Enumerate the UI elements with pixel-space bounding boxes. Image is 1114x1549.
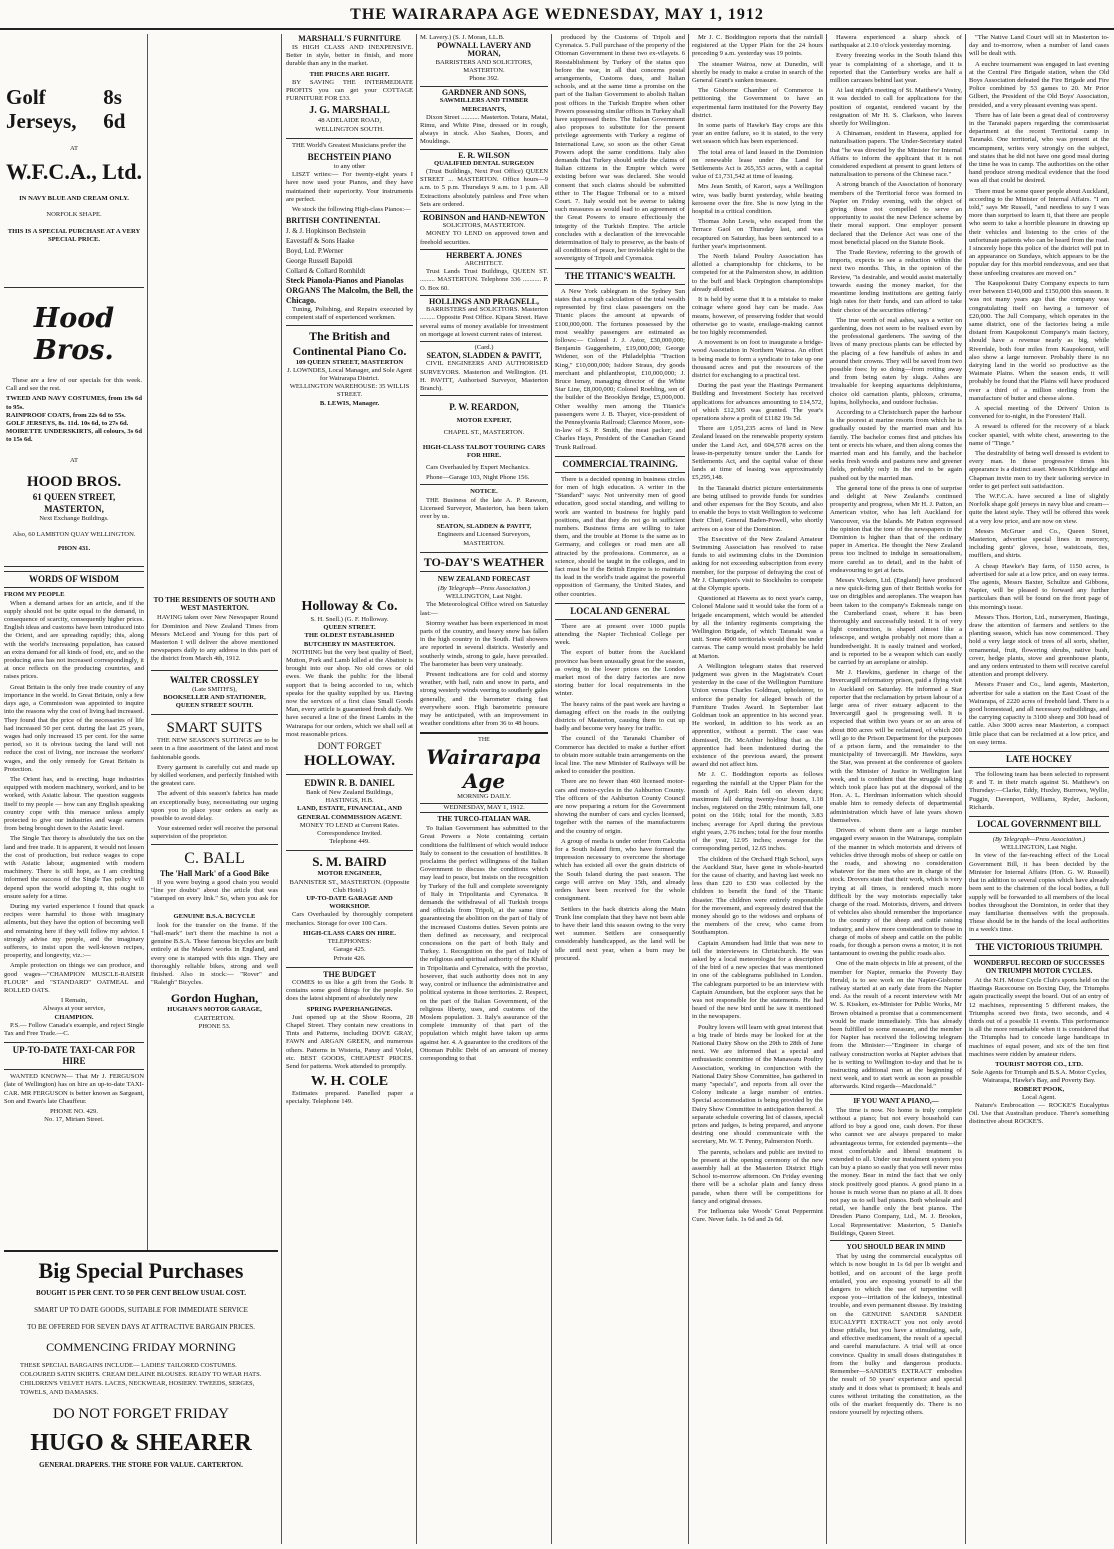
local-paragraph: The Kaupokonui Dairy Company expects to turn over between £140,000 and £150,000 this season. It was not many years ago that the company was congratulating itself on having a turnover of £20,000. The Jull Company, which operates in the same district, one of the factories being a mile distant from Kaupokonui Company's main factory, should have a revenue nearly as big, while Riverdale, both four miles from Kaupokonui, will also show a large turnover. Probably there is no dairying land in the world so productive as the Waimate Plains. When the season ends, it will probably be found that the Plains will have produced over a third of a million sterling from the manufacture of butter and cheese alone. <box>969 279 1109 402</box>
big-store: HUGO & SHEARER <box>30 1430 252 1456</box>
daniel-trade: LAND, ESTATE, FINANCIAL, AND GENERAL COMMISSION AGENT. <box>297 805 402 821</box>
moran-lead: M. Lavery.) (S. J. Moran, LL.B. <box>420 34 505 41</box>
local-paragraph: A strong branch of the Association of honorary members of the Territorial force was formed in Napier on Friday evening, with the object of giving those not compelled to serve an opportunity to assist the new Defence scheme by their moral support. One employer present declared that the Defence Act was one of the most beneficial placed on the Statute Book. <box>830 181 962 246</box>
jones-trade: ARCHITECT. <box>464 260 504 268</box>
local-paragraph: Settlers in the back districts along the Main Trunk line complain that they have not been able to have their land this season owing to the very wet summer. Settlers are consequently considerably handicapped, as the land will be idle until next year, when a burn may be procured. <box>555 905 685 962</box>
bear-body: That by using the commercial eucalyptus oil which is now bought in 1s 6d per lb weight and bottled, and on account of the large profit entailed, you are exposing yourself to all the dangers to which the use of turpentine will expose you—irritation of the kidneys, intestinal trouble, and even permanent disease. By insisting on the GENUINE SANDER SANDER EUCALYPTI EXTRACT you not only avoid those pitfalls, but you have a stimulating, safe, and effective medicament, the result of a special and careful manufacture. A trial will at once convince. Quality in small doses distinguishes it from the bulky and dangerous products. Remember—SANDER'S EXTRACT embodies the result of 50 years' experience and special study and it does what is promised; it heals and cures without irritating the constitution, as the oils of the market frequently do. There is no restore yourself by rejecting others. <box>830 1253 962 1417</box>
local-paragraph: The parents, scholars and public are invited to be present at the opening ceremony of the new assembly hall at the Masterton District High School to-morrow afternoon. On Friday evening there will be a scholar plain and fancy dress parade, when there will be competitions for fancy and original dresses. <box>692 1148 823 1205</box>
weather-paragraph: The Meteorological Office wired on Saturday last:— <box>420 601 548 617</box>
local-paragraph: The steamer Wairoa, now at Dunedin, will shortly be ready to make a cruise in search of the General Grant's sunken treasure. <box>692 60 823 85</box>
hood-intro: These are a few of our specials for this week. Call and see the rest. <box>6 377 142 393</box>
weather-byline: (By Telegraph—Press Association.) <box>437 584 531 592</box>
robinson-trade: SOLICITORS, MASTERTON. <box>442 222 526 230</box>
bcp-title: The British and Continental Piano Co. <box>286 325 413 359</box>
local-paragraph: There must be some queer people about Auckland, according to the Minister of Internal Affairs. "I am told," says Mr Russell, "and needless to say I was more than surprised to learn it, that there are people who seem to take a horrible pleasure in drawing up their vehicles and listening to the cries of the unfortunate patients who can be heard from the road. I sincerely hope this police of the district will put in an appearance on Sundays, which appears to be the popular day for this morbid rendezvous, and see that these unfeeling creatures are moved on." <box>969 187 1109 277</box>
budget-body: Just opened up at the Show Rooms, 28 Chapel Street. They contain new creations in Tints and Patterns, including DOVE GRAY, FAWN and ARGAN GREEN, and numerous others. Patterns in Wisteria, Pansy and Violet, etc. BEST GOODS, CHEAPEST PRICES. Send for patterns. Work attended to promptly. <box>286 1013 413 1070</box>
local-paragraph: According to a Christchurch paper the harbour is the poorest at marine resorts from which he is gradually ousted by the married man and his family. The bachelor comes first and pitches his tent or erects his whare, and then along comes the married man and his family, and the bachelor seeks fresh woods and pastures new and greener fields, probably only in the end to be again pushed out by the married man. <box>830 408 962 482</box>
triumph-agents: Sole Agents for Triumph and B.S.A. Motor Cycles, Wairarapa, Hawke's Bay, and Poverty Bay. <box>971 1069 1107 1085</box>
wisdom-paragraph: When a demand arises for an article, and if the supply should not be quite equal to the demand, in consequence of scarcity, consequently higher prices. English ideas and customs have been introduced into the Orient, and are spreading rapidly; this, along with the world's increasing population, has caused an extra demand for all kinds of food, etc, and so the producing area has not increased correspondingly, it at once reflects on the producing countries, and raises prices. <box>4 599 144 681</box>
piano-list-item: ORGANS The Malcolm, the Bell, the Chicago. <box>286 286 413 306</box>
turco-paragraph: To Italian Government has submitted to the Great Powers a Note containing certain conditions the fulfilment of which would induce Italy to consent to the cessation of hostilities. It proclaims the perfect willingness of the Italian Government to discuss the conditions which may lead to peace, but insists on the recognition by Turkey of the full and complete sovereignty of Italy in Tripolitania and Cyrenaica. It demands the withdrawal of all Turkish troops and officials from Tripoli, at the same time guaranteeing the abolition on the part of Italy of the increased Customs duties. Seven points are then defined as necessary, and reciprocal concessions on the part of both Italy and Turkey. 1. Recognition on the part of Italy of the religious and spiritual authority of the Khalif in Tripolitania and Cyrenaica, with the proviso, however, that such authority does not in any way, control or influence the administrative and political systems in those territories. 2. Respect, on the part of the Italian Government, of the religious liberty, uses, and customs of the Moslem population. 3. Italy's assurance of the complete immunity of that part of the population which might have taken up arms against her. 4. A guarantee to the creditors of the Ottoman Public Debt of an amount of money corresponding to that <box>420 825 548 1062</box>
notice-title: NOTICE. <box>420 484 548 496</box>
local-paragraph: For Influenza take Woods' Great Peppermint Cure. Never fails. 1s 6d and 2s 6d. <box>692 1208 823 1224</box>
ball-body: look for the transfer on the frame. If the "hall-mark" isn't there the machine is not a genuine B.S.A. These famous bicycles are built entirely at the Makers' works in England, and every one is stamped with this sign. They are thoroughly reliable bikes, strong and well finished. Also in stock:— "Rover" and "Raleigh" Bicycles. <box>151 921 278 987</box>
local-paragraph: Hawera experienced a sharp shock of earthquake at 2.10 o'clock yesterday morning. <box>830 34 962 50</box>
local-paragraph: There are 1,051,235 acres of land in New Zealand leased on the renewable property system under the Land Act, and 604,578 acres on the lease-in-perpetuity tenure under the Lands for Settlements Act, and the capital value of these lands at time of leasing was approximately £5,295,148. <box>692 425 823 482</box>
local-paragraph: The general tone of the press is one of surprise and delight at New Zealand's continued prosperity and progress, when Mr H. J. Patton, an American visitor, who has left Auckland for Vancouver, via the Islands. Mr Patton expressed the opinion that the tone of the newspapers in the Dominion is higher than that of the ordinary paper in America. He thought the New Zealand press too inclined to indulge in sensationalism, more careful as to detail, and in the habit of endeavouring to get at facts. <box>830 484 962 574</box>
golf-price: 8s 6d <box>103 85 126 133</box>
paper-small: THE <box>478 737 490 744</box>
hood-item: GOLF JERSEYS, 8s. 11d. 10s 6d, to 27s 6d. <box>6 420 129 428</box>
column-7 <box>830 34 962 1544</box>
wisdom-signoff: CHAMPION. <box>54 1013 94 1021</box>
column-rule <box>416 34 417 1544</box>
local-paragraph: The North Island Poultry Association has allotted a championship for chickens, to be competed for at the Palmerston show, in addition to the buff and black Orpington championships already allotted. <box>692 253 823 293</box>
wisdom-byline: FROM MY PEOPLE <box>4 591 65 599</box>
triumph-subtitle: WONDERFUL RECORD OF SUCCESSES ON TRIUMPH MOTOR CYCLES. <box>973 958 1105 975</box>
budget-spring: SPRING PAPERHANGINGS. <box>306 1005 393 1013</box>
hughan-name: Gordon Hughan, <box>170 991 259 1006</box>
hood-at: AT <box>69 456 79 464</box>
bcp-manager: J. LOWNDES, Local Manager, and Sole Agent for Wairarapa District. <box>287 366 412 383</box>
local-paragraph: At last night's meeting of St. Matthew's Vestry, it was decided to call for applications for the position of organist, rendered vacant by the resignation of Mr H. S. Clarkson, who leaves shortly for Wellington. <box>830 87 962 128</box>
crossley-late: (Late SMITH'S), <box>192 685 237 693</box>
local-paragraph: The heavy rains of the past week are having a damaging effect on the roads in the outlying districts of Masterton, causing them to cut up badly and become very heavy for traffic. <box>555 700 685 733</box>
jones-name: HERBERT A. JONES <box>420 249 548 260</box>
ball-name: C. BALL <box>151 844 278 869</box>
crossley-trade: BOOKSELLER AND STATIONER, QUEEN STREET SOUTH. <box>163 693 266 710</box>
wisdom-paragraph: Ample protection on things we can produce, and good wages—"CHAMPION MUSCLE-RAISER FLOUR" and "STANDARD" OATMEAL and ROLLED OATS. <box>4 962 144 994</box>
robinson-body: MONEY TO LEND on approved town and freehold securities. <box>420 230 548 246</box>
rocke-paragraph: Nature's Embrocation — ROCKE'S Eucalyptus Oil. Use that Australian produce. There's something distinctive about ROCKE'S. <box>969 1101 1109 1126</box>
triumph-pook: ROBERT POOK, <box>1013 1085 1065 1093</box>
hood-item: TWEED AND NAVY COSTUMES, from 19s 6d to 95s. <box>6 395 142 411</box>
wilson-body: (Trust Buildings, Next Post Office) QUEEN STREET ... MASTERTON. Office hours—9 a.m. to 5 p.m. Thursdays 9 a.m. to 1 p.m. All Extractions absolutely painless and Free when Sets are ordered. <box>420 168 548 208</box>
bcp-manager: B. LEWIS, Manager. <box>319 399 380 407</box>
local-paragraph: One of the main objects in life at present, of the member for Napier, remarks the Poverty Bay Herald, is to see work on the Napier-Gisborne railway started at an early date from the Napier end. As the result of a recent interview with Mr W. S. Kissken, ex-Minister for Public Works, Mr Brown obtained a promise that a commencement would be made immediately. This has already been fulfilled to some measure, and the member for Napier has received the following telegram from the Minister:—"Engineer in charge of railway construction works at Napier advises that he is writing to Wellington to-day and that he is instructing additional men at the beginning of next week, and to start work as soon as possible afterwards. Kind regards—Macdonald." <box>830 960 962 1091</box>
local-paragraph: Drivers of whom there are a large number engaged every season in the Wairarapa, complain of the manner in which motorists and drivers of vehicles drive through mobs of sheep or cattle on the roads, and showing no consideration whatever for the men who are in charge of the stock. Drovers state that their work, which is very trying at all times, is rendered much more difficult by the way motorists especially take charge of the road. Motorists, drivers, and drivers of vehicles also should remember the importance to the country of the sheep and cattle raising industry, and show more consideration to those in charge of mobs of sheep and cattle on the public roads, for though a person owns a motor, it is not tantamount to owning the public roads also. <box>830 827 962 958</box>
big-line: DO NOT FORGET FRIDAY <box>52 1406 229 1422</box>
taxi-title: UP-TO-DATE TAXI-CAR FOR HIRE <box>4 1042 144 1070</box>
marshall-body: BY SAVING THE INTERMEDIATE PROFITS you can get your COTTAGE FURNITURE FOR £33. <box>286 78 413 103</box>
ball-slogan: The 'Hall Mark' of a Good Bike <box>160 868 269 878</box>
big-title: Big Special Purchases <box>38 1258 244 1283</box>
golf-jerseys-ad <box>4 34 144 288</box>
local-paragraph: In some parts of Hawke's Bay crops are this year an entire failure, so it is stated, to the very wet season which has been experienced. <box>692 122 823 146</box>
column-5 <box>555 34 685 1544</box>
big-line: GENERAL DRAPERS. THE STORE FOR VALUE. CARTERTON. <box>39 1461 243 1469</box>
column-rule <box>688 34 689 1544</box>
taxi-address: No. 17, Miriam Street. <box>44 1116 104 1124</box>
local-paragraph: A reward is offered for the recovery of a black cocker spaniel, with white chest, answering to the name of "Tinge." <box>969 423 1109 447</box>
commercial-paragraph: There is a decided opening in business circles for men of high education. A writer in the "Standard" says: Not university men of good education, good social standing, and willing to work are wanted in business for highly paid positions, and that they do not go in sufficient numbers. Business firms are willing to take them, and the trouble at Home is the same as in Germany, and colleges or road men are all attracted by the professions. Commerce, as a science, should be taught in the colleges, and in fact must be if the British Empire is to maintain its lead in the world's trade against the powerful opposition of Germany, the United States, and other countries. <box>555 475 685 598</box>
local-paragraph: Captain Amundsen had little that was new to tell the interviewers in Christchurch. He was asked by a local meteorologist for a description of the bird of a new species that was mentioned in one of the cablegrams published in London. The cablegram purported to be an interview with Captain Amundsen, but the explorer says that he was not responsible for the statements. He had heard of the new bird until he saw it mentioned in the newspapers. <box>692 939 823 1021</box>
wisdom-paragraph: Great Britain is the only free trade country of any importance in the world. In Great Britain, only a few days ago, a Commission was appointed to inquire into the reasons why the cost of living had increased. They found that the price of the necessaries of life had increased 50 per cent. during the last 25 years, wages had only increased 15 per cent. for the same period, so it is obvious taxing the land will not reduce the cost of living, nor increase the workers' wages, and the only remedy for Great Britain is Protection. <box>4 683 144 773</box>
column-2 <box>151 34 278 1244</box>
wisdom-signoff: Always at your service, <box>42 1005 106 1013</box>
reardon-address: CHAPEL ST., MASTERTON. <box>443 429 525 437</box>
marshall-address: WELLINGTON SOUTH. <box>315 125 384 133</box>
lgb-byline: (By Telegraph—Press Association.) <box>992 836 1086 844</box>
local-paragraph: There are at present over 1000 pupils attending the Napier Technical College per week. <box>555 622 685 647</box>
local-paragraph: A Chinaman, resident in Hawera, applied for naturalisation papers. The Under-Secretary stated that "he was directed by the Minister for Internal Affairs to inform the applicant that it is not considered expedient at present to grant letters of naturalisation to persons of the Chinese race." <box>830 130 962 179</box>
local-paragraph: A group of media is under order from Calcutta for a South Island firm, who have formed the impression necessary to overcome the shortage which has existed all over the grain districts of the South Island during the past season. The cargo will arrive on May 15th, and already orders have been received for the whole consignment. <box>555 837 685 903</box>
baird-body: Cars Overhauled by thoroughly competent mechanics. Storage for over 100 Cars. <box>286 911 413 927</box>
local-paragraph: A special meeting of the Drivers' Union is convened for to-night, in the Foresters' Hall. <box>969 404 1109 421</box>
local-paragraph: The Gisborne Chamber of Commerce is petitioning the Government to have an experimental farm instituted for the Poverty Bay district. <box>692 87 823 119</box>
column-3 <box>286 598 413 1544</box>
paper-date: WEDNESDAY, MAY 1, 1912. <box>420 803 548 813</box>
crossley-name: WALTER CROSSLEY <box>151 670 278 686</box>
baird-garage-tel: Garage 425. <box>333 946 366 954</box>
daniel-corr: Correspondence Invited. <box>317 830 382 838</box>
marshall-title: MARSHALL'S FURNITURE <box>298 34 401 43</box>
gardner-trade: SAWMILLERS AND TIMBER MERCHANTS, <box>439 97 529 113</box>
lgb-title: LOCAL GOVERNMENT BILL <box>969 816 1109 833</box>
column-rule <box>826 34 827 1544</box>
suits-body: Your esteemed order will receive the personal supervision of the proprietor. <box>151 825 278 841</box>
seaton-card: (Card.) <box>420 341 548 352</box>
late-hockey-title: LATE HOCKEY <box>969 751 1109 768</box>
holloway-names: S. H. Snell.) (G. F. Holloway. <box>310 616 389 623</box>
baird-private-tel: Private 426. <box>333 954 366 962</box>
baird-garage: UP-TO-DATE GARAGE AND WORKSHOP. <box>306 895 393 911</box>
bechstein-other: to any other <box>333 163 366 171</box>
taxi-phone: PHONE NO. 429. <box>50 1108 98 1116</box>
hood-title: Hood Bros. <box>33 303 115 367</box>
commercial-title: COMMERCIAL TRAINING. <box>555 456 685 473</box>
suits-body: THE NEW SEASON'S SUITINGS are to be seen in a fine assortment of the latest and most fashionable goods. <box>151 737 278 761</box>
local-paragraph: Questioned at Hawera as to next year's camp, Colonel Malone said it would take the form of a brigade encampment, which would be attended by all the infantry regiments comprising the Wellington Brigade, of which Taranaki was a unit. Some 4000 territorials would then be under canvas. The camp would most probably be held at Marton. <box>692 595 823 660</box>
baird-address: BANNISTER ST., MASTERTON. (Opposite Club Hotel.) <box>289 878 410 894</box>
golf-line: NORFOLK SHAPE. <box>46 211 102 219</box>
local-paragraph: The Trade Review, referring to the growth of imports, expects to see a reduction within the next two months. This, in the opinion of the Review, "is desirable, and would assist materially towards easing the money market, for the meantime lending institutions are getting fairly high rates for their funds, and can afford to take their choice of the securities offering." <box>830 249 962 314</box>
bcp-warehouse: WELLINGTON WAREHOUSE: 35 WILLIS STREET. <box>289 383 410 399</box>
triumph-title: THE VICTORIOUS TRIUMPH. <box>969 939 1109 956</box>
local-paragraph: A Wellington telegram states that reserved judgment was given in the Magistrate's Court yesterday in the case of the Wellington Furniture Union versus Charles Goldman, upholsterer, to enforce the penalty for alleged breach of the Furniture Trades Award. In September last Goldman took an apprentice in his second year. He worked, in addition to his work as an apprentice, without a permit. The case was dismissed, Dr. McArthur holding that as the apprentice had been indentured during the existence of the previous award, the present award did not affect him. <box>692 662 823 769</box>
hughan-town: CARTERTON. <box>194 1014 235 1022</box>
big-line: COMMENCING FRIDAY MORNING <box>46 1340 236 1354</box>
local-paragraph: Mrs Jean Smith, of Karori, says a Wellington wire, was badly burnt yesterday, while heating kerosene over the fire. She is now lying in the hospital in a critical condition. <box>692 183 823 216</box>
holloway-title: Holloway & Co. <box>301 599 398 614</box>
column-8 <box>969 34 1109 1544</box>
cole-body: Estimates prepared. Panelled paper a specialty. Telephone 149. <box>286 1090 413 1106</box>
column-rule <box>965 34 966 1544</box>
suits-body: The advent of this season's fabrics has made an exceptionally busy, necessitating our urging upon you to place your orders as early as possible to avoid delay. <box>151 790 278 823</box>
daniel-money: MONEY TO LEND at Current Rates. <box>299 821 400 829</box>
bear-title: YOU SHOULD BEAR IN MIND <box>830 1240 962 1251</box>
daniel-tel: Telephone 449. <box>329 838 370 846</box>
notice-signature: SEATON, SLADDEN & PAVITT, <box>436 523 532 531</box>
local-paragraph: Mr J. Hawkins, gardener in charge of the Invercargill reformatory prison, paid a flying visit to Auckland on Saturday. He informed a Star reporter that the reclamation by prison labour of a large area of river estuary adjacent to the Invercargill gaol is progressing well. It is expected that within two years or so an area of about 800 acres will be reclaimed, of which 200 will go to the Prison Department for the purposes of a prison farm, and the remainder to the municipality of Invercargill. Mr Hawkins, says the Star, was present at the conference of gaolers with the Minister of Justice in Wellington last week, and is confident that the struggle talking which took place has put at the disposal of the Hon. A. L. Herdman information which should enable him to remedy defects of departmental administration which have of late years shown themselves. <box>830 669 962 824</box>
paper-name: Wairarapa Age <box>426 744 542 793</box>
big-line: BOUGHT 15 PER CENT. TO 50 PER CENT BELOW USUAL COST. <box>36 1289 246 1297</box>
reardon-trade: MOTOR EXPERT, <box>456 417 512 425</box>
ball-bsa: GENUINE B.S.A. BICYCLE <box>173 913 256 921</box>
local-paragraph: There has of late been a great deal of controversy in the Taranaki papers regarding the commissariat department at the recent Territorial camp in Taranaki. One territorial, who was present at the encampment, writes very strongly on the subject, and states that he did not have one good meal during the time he was in camp. The authorities on the other hand produce strong medical evidence that the food was all that could be desired. <box>969 111 1109 185</box>
hood-phone: PHON 431. <box>57 545 91 553</box>
holloway-body: NOTHING but the very best quality of Beef, Mutton, Pork and Lamb killed at the Abattoir is brought into our shop. No old cows or old ewes. We thank the public for the liberal support that is being accorded to us, which speaks for the quality supplied by us. Having now the services of a first class Small Goods Man, every article is guaranteed fresh daily. We have secured a line of the finest Lambs in the Wairarapa for our orders, which we shall sell at most reasonable prices. <box>286 648 413 738</box>
golf-line: IN NAVY BLUE AND CREAM ONLY. <box>19 195 129 203</box>
piano-list-item: Eavestaff & Sons Haake <box>286 237 355 246</box>
bechstein-stock: We stock the following High-class Pianos:— <box>292 206 411 214</box>
suits-title: SMART SUITS <box>151 714 278 737</box>
local-paragraph: Messrs Thos. Horton, Ltd., nurserymen, Hastings, draw the attention of farmers and settlers to the planting season, which has now commenced. They hold a very large stock of trees of all sorts, shelter, ornamental, fruit, flowering shrubs, native bush, cover, hedge plants, stove and greenhouse plants, and any orders entrusted to them will receive careful attention and prompt delivery. <box>969 613 1109 679</box>
gardner-body: Dixon Street ........... Masterton. Totara, Matai, Rimu, and White Pine, dressed or in rough, always in stock. Also Sashes, Doors, and Mouldings. <box>420 113 548 146</box>
local-paragraph: During the past year the Hastings Permanent Building and Investment Society has received applications for advances amounting to £14,572, of which £12,305 was granted. The year's operations show a profit of £1182 19s 5d. <box>692 382 823 422</box>
cole-name: W. H. COLE <box>310 1074 389 1090</box>
weather-title: TO-DAY'S WEATHER <box>420 552 548 572</box>
local-paragraph: Mr J. C. Boddington reports as follows regarding the rainfall at the Upper Plain for the month of April: Rain fell on eleven days; maximum fall during twenty-four hours, 1.18 inches, registered on the 29th; minimum fall, one point on the 16th; total for the month, 3.83 inches; average for April during the previous eight years, 2.76 inches; total for the four months of the year, 12.95 inches; average for the corresponding period, 12.65 inches. <box>692 771 823 853</box>
wisdom-paragraph: During my varied experience I found that quack recipes were harmful to those with imaginary ailments, but they have the option of becoming well and remaining here if they will follow my advice. I strongly advise my people, and the imaginary sufferers, to insist upon the well-known recipes, prosperity, and longevity, viz.:— <box>4 902 144 960</box>
piano-list-item: J. & J. Hopkinson Bechstein <box>286 227 366 236</box>
taxi-body: WANTED KNOWN— That Mr J. FERGUSON (late of Wellington) has on hire an up-to-date TAXI-CAR. MR FERGUSON is better known as Sargeant, Son and Ewan's late Chauffeur. <box>4 1073 144 1105</box>
wisdom-paragraph: The Single Tax theory is absolutely the tax on the land and free trade. It is apparent, it would not lessen the cost of production, but reduce wages to cope with Asiatic labour, augmented with modern machinery. There is still hope, as I am crediting informed the success of the Single Tax policy will depend upon the world adopting it, this ought to ensure safety for a time. <box>4 835 144 900</box>
wilson-name: E. R. WILSON <box>420 149 548 160</box>
triumph-pook: Local Agent. <box>1021 1093 1057 1101</box>
golf-store: W.F.C.A., Ltd. <box>6 159 142 185</box>
wisdom-ps: P.S.— Follow Canada's example, and reject Single Tax and Free Trade.—C. <box>4 1021 144 1038</box>
local-paragraph: Poultry lovers will learn with great interest that a big trade of birds may be looked for at the National Dairy Show on the 29th to 28th of June next. We are informed that a special and enthusiastic committee of the Manawatu Poultry Association, working in conjunction with the National Dairy Show Committee, has gathered in many "specials", and reports from all over the Colony indicate a large number of entries. Special accommodation is being provided by the Dairy Show Committee in anticipation thereof. A separate schedule covering list of classes, special prizes and judges, is being prepared, and anyone desiring one should communicate with the secretary, Mr. W. T. Penny, Palmerston North. <box>692 1023 823 1146</box>
robinson-name: ROBINSON and HAND-NEWTON <box>420 211 548 222</box>
weather-place: WELLINGTON, Last Night. <box>445 593 523 601</box>
weather-paragraph: Present indications are for cold and stormy weather, with hail, rain and snow in parts, and strong westerly winds veering to southerly gales generally, and the barometer rising fast everywhere soon. High barometric pressure may be anticipated, with an improvement in weather conditions after from 36 to 48 hours. <box>420 671 548 728</box>
bechstein-tuning: Tuning, Polishing, and Repairs executed by competent staff of experienced workmen. <box>286 306 413 322</box>
reardon-body: Cars Overhauled by Expert Mechanics. <box>426 463 530 471</box>
local-paragraph: The Executive of the New Zealand Amateur Swimming Association has resolved to raise funds to aid swimming clubs in the Dominion asking for not exceeding subscription from every member, for the purpose of defraying the cost of Mr J. Champion's visit to Stockholm to compete at the Olympic sports. <box>692 535 823 592</box>
local-paragraph: A euchre tournament was engaged in last evening at the Central Fire Brigade station, when the Old Boys Association defeated the Fire Brigade and Fire Police combined by 53 games to 20. Mr Prior Gilbert, the President of the Old Boys' Association, presided, and a very pleasant evening was spent. <box>969 60 1109 109</box>
baird-name: S. M. BAIRD <box>286 850 413 870</box>
local-paragraph: Every freezing works in the South Island this year is complaining of a shortage, and it is reported that the Canterbury works are half a million carcases behind last year. <box>830 52 962 85</box>
holloway-street: QUEEN STREET. <box>323 624 376 632</box>
weather-subtitle: NEW ZEALAND FORECAST <box>437 574 531 583</box>
daniel-town: HASTINGS, H.B. <box>325 797 374 805</box>
hood-address: 61 QUEEN STREET, MASTERTON, <box>32 491 116 514</box>
holloway-name: HOLLOWAY. <box>303 753 395 770</box>
baird-trade: MOTOR ENGINEER, <box>317 870 382 878</box>
local-paragraph: The children of the Orchard High School, says the Auckland Star, have gone in whole-hearted for the cause of charity, and having last week no less than £20 to £30 was collected by the children to benefit the fund of the Titanic disaster. The children were entirely responsible for the movement, and expressly desired that the money should go to the widows and orphans of the members of the crew, who came from Southampton. <box>692 855 823 937</box>
jones-body: Trust Lands Trust Buildings, QUEEN ST. ......... MASTERTON. Telephone 336 ........... P. O. Box 60. <box>420 268 548 292</box>
turco-title: THE TURCO-ITALIAN WAR. <box>437 815 531 824</box>
wisdom-paragraph: The Orient has, and is erecting, huge industries equipped with modern machinery, worked, and to be worked, with Asiatic labour. The question suggests itself to my people — how can any English speaking country cope with this menace unless amply protected to give our industries and wage earners from being brought down to the Asiatic level. <box>4 775 144 833</box>
big-line: SMART UP TO DATE GOODS, SUITABLE FOR IMMEDIATE SERVICE <box>34 1306 248 1314</box>
hood-name: HOOD BROS. <box>26 473 122 490</box>
baird-hire: HIGH-CLASS CARS ON HIRE. <box>303 929 396 937</box>
piano-list-item: BRITISH CONTINENTAL <box>286 216 381 226</box>
local-paragraph: The export of butter from the Auckland province has been unusually great for the season, as owing to the lower prices on the London market most of the dairy factories are now storing butter for local requirements in the winter. <box>555 649 685 698</box>
lgb-body: In view of the far-reaching effect of the Local Government Bill, it has been decided by the Minister for Internal Affairs (Hon. G. W. Russell) that in addition to several copies which have already been sent to the chairmen of the local bodies, a full supply will be forwarded to all members of the local bodies throughout the Dominion, in order that they may familiarise themselves with the proposals. These should be in the hands of the local authorities in a week's time. <box>969 852 1109 934</box>
local-paragraph: Messrs Fraser and Co., land agents, Masterton, advertise for sale a station on the East Coast of the Wairarapa, of 2220 acres of freehold land. There is a good homestead, and all necessary outbuildings, and the carrying capacity is 3100 sheep and 300 head of cattle. Also 3000 acres near Masterton, a compact little place that can be reclaimed at a low price, and on easy terms. <box>969 681 1109 746</box>
wisdom-signoff: I Remain, <box>60 997 87 1005</box>
local-paragraph: There are no fewer than 460 licensed motor-cars and motor-cycles in the Ashburton County. The officers of the Ashburton County Council are now preparing a return for the Government showing the number of cars and cycles licensed, together with the names of the manufacturers and the country of origin. <box>555 778 685 835</box>
bespoke-top-gap <box>151 34 278 594</box>
local-paragraph: The W.F.C.A. have secured a line of slightly Norfolk shape golf jerseys in navy blue and cream—quite the latest style. They will be offered this week at a very low price, and are now on view. <box>969 492 1109 525</box>
big-special-purchases-ad <box>4 1250 278 1544</box>
local-paragraph: Messrs Vickers, Ltd. (England) have produced a new quick-firing gun of their British works for use on dirigibles and aeroplanes. The weapon has been taken to the company's Eskmeals range on the Cumberland coast, where it has been thoroughly and successfully tested. It is of very light construction, is shaped almost like a telescope, and weighs probably not more than a hundredweight. It is easily trained and worked, and is reported to be a weapon which can easily be carried by an aeroplane or airship. <box>830 577 962 667</box>
piano-body: The time is now. No home is truly complete without a piano; but not every household can afford to buy a good one, cash down. For these who cannot we are always prepared to make advantageous terms, for extended payments—the most comfortable and liberal treatment is extended to all. Under our instalment system you can buy a piano so easily that you will never miss the money. Bear in mind the fact that we only stock positively good pianos. A good piano in a house is much worse than no piano at all. It does not pay us to sell bad pianos. Both wholesale and retail, we handle only the best pianos. The Dresden Piano Company, Ltd., M. J. Brookes, Local Representative: Masterton, 5 Daniel's Buildings, Queen Street. <box>830 1106 962 1237</box>
paper-daily: MORNING DAILY. <box>457 792 511 800</box>
lgb-place: WELLINGTON, Last Night. <box>1000 844 1078 852</box>
local-paragraph: "The Native Land Court will sit in Masterton to-day and to-morrow, when a number of land cases will be dealt with. <box>969 34 1109 58</box>
titanic-paragraph: A New York cablegram in the Sydney Sun states that a rough calculation of the total wealth represented by first class passengers on the Titanic places the amount at upwards of £100,000,000. The fortunes possessed by the most wealthy passengers are estimated as follows:— Colonel J. J. Astor, £30,000,000; Benjamin Guggenheim, £19,000,000; George Widener, son of the Philadelphia "Traction King," £10,000,000; Isidore Straus, dry goods merchant and philanthropist, £10,000,000; J. Bruce Ismay, managing director of the White Star Line, £8,000,000; Colonel Roebling, son of the builder of the Brooklyn Bridge, £5,000,000. Other wealthy men among the Titanic's passengers were J. B. Thayer, vice-president of the Pennsylvania Railroad; Clarence Moore, son-in-law of S. P. Smith, the meat packer; and Charles Hays, President of the Canadian Grand Trunk Railroad. <box>555 287 685 451</box>
moran-name: POWNALL LAVERY AND MORAN, <box>437 41 531 59</box>
reardon-name: P. W. REARDON, <box>420 395 548 413</box>
golf-at: AT <box>69 145 79 152</box>
notice-signature: Engineers and Licensed Surveyors, MASTERTON. <box>437 531 531 547</box>
weather-paragraph: Stormy weather has been experienced in most parts of the country, and heavy snow has fallen in the high country in the South. Hail showers are reported in several districts. Westerly and southerly winds, strong to gale, have prevailed. The barometer has been very unsteady. <box>420 619 548 668</box>
gardner-name: GARDNER AND SONS, <box>420 86 548 97</box>
bcp-address: 109 QUEEN STREET, MASTERTON <box>295 358 404 366</box>
moran-phone: Phone 392. <box>469 75 499 83</box>
piano-list-item: Steck Pianola-Pianos and Pianolas <box>286 276 404 286</box>
local-paragraph: The total area of land leased in the Dominion on renewable lease under the Land for Settlements Act is 265,353 acres, with a capital value of £1,731,542 at time of leasing. <box>692 148 823 181</box>
hood-also: Also, 60 LAMBTON QUAY WELLINGTON. <box>12 531 136 539</box>
budget-body: COMES to us like a gift from the Gods. It contains some good things for the people. So does the latest shipment of absolutely new <box>286 978 413 1003</box>
triumph-company: TOURIST MOTOR CO., LTD. <box>995 1060 1083 1068</box>
budget-title: THE BUDGET <box>286 967 413 979</box>
ball-body: If you were buying a good chain you would "line yer doubts" about the article that was "stamped on every link." So, when you ask for a <box>151 878 278 911</box>
local-paragraph: A cheap Hawke's Bay farm, of 1150 acres, is advertised for sale at a low price, and on easy terms. The agents, Messrs Baxter, Schultze and Gibbons, Napier, will be pleased to forward any further particulars than will be found on the front page of this morning's issue. <box>969 562 1109 611</box>
local-paragraph: The council of the Taranaki Chamber of Commerce has decided to make a further effort to obtain more suitable train arrangements on the local line. The new Minister of Railways will be asked to consider the position. <box>555 735 685 776</box>
hood-item: MOIRETTE UNDERSKIRTS, all colours, 3s 6d to 15s 6d. <box>6 428 142 444</box>
hughan-phone: PHONE 53. <box>198 1022 231 1030</box>
piano-list-item: Collard & Collard Romhildt <box>286 267 366 276</box>
local-paragraph: In the Taranaki district picture entertainments are being utilised to provide funds for sundries and other expenses for the Boy Scouts, and also to enable the boys to visit Wellington to welcome their Chief, General Baden-Powell, who shortly arrives on a tour of the Dominion. <box>692 484 823 533</box>
local-paragraph: The desirability of being well dressed is evident to every man. In these progressive times his appearance is a distinct asset. Messrs Kirkbridge and Chapman invite men to try their tailoring service in order to get perfect suit satisfaction. <box>969 449 1109 490</box>
hood-bros-ad <box>4 290 144 567</box>
wilson-trade: QUALIFIED DENTAL SURGEON <box>434 159 534 167</box>
titanic-title: THE TITANIC'S WEALTH. <box>555 268 685 285</box>
residents-body: HAVING taken over New Newspaper Round for Dominion and New Zealand Times from Messrs McLeod and Young for this part of Masterton I will deliver the above mentioned newspapers daily to any address in this part of the district from March 4th, 1912. <box>151 614 278 663</box>
marshall-prices: THE PRICES ARE RIGHT. <box>309 70 390 78</box>
daniel-name: EDWIN R. B. DANIEL <box>286 774 413 789</box>
piano-title: IF YOU WANT A PIANO,— <box>830 1094 962 1105</box>
column-6 <box>692 34 823 1544</box>
golf-line: THIS IS A SPECIAL PURCHASE AT A VERY SPECIAL PRICE. <box>7 227 141 243</box>
hughan-trade: HUGHAN'S MOTOR GARAGE, <box>167 1006 262 1014</box>
local-paragraph: It is held by some that it is a mistake to make coinage where good hay can be made. Ass means, however, of preserving fodder that would otherwise go to waste, ensilage-making cannot be too highly recommended. <box>692 296 823 336</box>
notice-body: THE Business of the late A. P. Rawson, Licensed Surveyor, Masterton, has been taken over by us. <box>420 496 548 520</box>
baird-tel: TELEPHONES: <box>327 938 372 946</box>
triumph-body: At the N.H. Motor Cycle Club's sports held on the Hastings Racecourse on Boxing Day, the Triumphs again practically swept the board. Out of an entry of 12 machines, representing 5 different makes, the Triumphs scored two firsts, two seconds, and 4 thirds out of a possible 11 events. This performance is all the more remarkable when it is considered that the Triumphs had to concede large handicaps in machines of equal power, and six of the ten first machines were ridden by amateur riders. <box>969 976 1109 1058</box>
local-paragraph: Thomas John Lewis, who escaped from the Terrace Gaol on Thursday last, and was recaptured on Saturday, has been sentenced to a further year's imprisonment. <box>692 218 823 250</box>
hood-next: Next Exchange Buildings. <box>39 514 109 522</box>
local-paragraph: The true worth of real ashes, says a writer on gardening, does not seem to be realised even by the professional gardeners. The saving of the lives of many precious plants can be effected by the placing of a few handfuls of ashes in and around their crowns. They will be saved from two possible foes: by so doing—from rotting away and from being eaten by slugs. Ashes are invaluable for keeping aquariums delphiniums, choice old carnation plants, phloxes, crinums, lupins, hollyhocks, and outdoor fuchsias. <box>830 316 962 406</box>
masthead: THE WAIRARAPA AGE WEDNESDAY, MAY 1, 1912 <box>0 6 1114 30</box>
marshall-address: 48 ADELAIDE ROAD, <box>317 117 382 125</box>
marshall-name: J. G. MARSHALL <box>309 105 390 117</box>
seaton-name: SEATON, SLADDEN & PAVITT, <box>426 351 542 361</box>
piano-list-item: Boyd, Ltd. P.Werner <box>286 247 344 256</box>
suits-body: Every garment is carefully cut and made up by skilled workmen, and perfectly finished with the greatest care. <box>151 763 278 788</box>
hollings-body: BARRISTERS and SOLICITORS. Masterton ......... Opposite Post Office. Kipara Street. Have several sums of money available for investment on mortgage at lowest current rates of interest. <box>420 306 548 338</box>
big-line: TO BE OFFERED FOR SEVEN DAYS AT ATTRACTIVE BARGAIN PRICES. <box>27 1323 255 1331</box>
column-rule <box>281 34 282 1544</box>
bechstein-name: BECHSTEIN PIANO <box>307 152 392 163</box>
marshall-body: IS HIGH CLASS AND INEXPENSIVE. Better in style, better in finish, and more durable than any in the market. <box>286 44 413 68</box>
golf-title: Golf Jerseys, <box>6 85 77 133</box>
column-rule <box>551 34 552 1544</box>
local-title: LOCAL AND GENERAL <box>555 603 685 620</box>
residents-title: TO THE RESIDENTS OF SOUTH AND WEST MASTERTON. <box>153 596 276 613</box>
reardon-cars: HIGH-CLASS TALBOT TOURING CARS FOR HIRE. <box>422 443 546 459</box>
bechstein-body: THE World's Greatest Musicians prefer the <box>286 138 413 150</box>
reardon-phone: Phone—Garage 103, Night Phone 156. <box>426 474 530 482</box>
local-paragraph: Messrs McGruer and Co., Queen Street, Masterton, advertise special lines in mercery, including gents' gloves, hose, waistcoats, ties, mufflers, and shirts. <box>969 527 1109 560</box>
hollings-name: HOLLINGS AND PRAGNELL, <box>420 295 548 306</box>
late-hockey-body: The following team has been selected to represent P. and T. in their match against St. Matthew's on Thursday:—Clarke, Eddy, Huxley, Burrows, Wyllie, Puggin, Davenport, Williams, Ryder, Jackson, Richards. <box>969 771 1109 811</box>
local-paragraph: Mr J. C. Boddington reports that the rainfall registered at the Upper Plain for the 24 hours preceding 9 a.m. yesterday was 19 points. <box>692 34 823 58</box>
seaton-body: CIVIL ENGINEERS AND AUTHORISED SURVEYORS. Masterton and Wellington. (H. H. PAVITT, Authorised Surveyor, Masterton Branch). <box>420 360 548 392</box>
bechstein-liszt: LISZT writes:— For twenty-eight years I have now used your Pianos, and they have maintained their superiority. Your instruments are perfect. <box>286 171 413 203</box>
local-paragraph: A movement is on foot to inaugurate a bridge-wood Association in Northern Wairoa. An effort is being made to form a syndicate to take up one thousand acres and put the resources of the district for exchanging to a practical test. <box>692 339 823 379</box>
column-4 <box>420 34 548 1544</box>
wisdom-title: WORDS OF WISDOM <box>4 571 144 588</box>
holloway-forget: DON'T FORGET <box>317 741 382 752</box>
column-3-upper <box>286 34 413 594</box>
hood-item: RAINPROOF COATS, from 22s 6d to 55s. <box>6 411 126 419</box>
piano-list-item: George Russell Bapoldi <box>286 257 353 266</box>
holloway-tag: THE OLDEST ESTABLISHED BUTCHERY IN MASTERTON. <box>303 632 396 648</box>
moran-trade: BARRISTERS AND SOLICITORS, MASTERTON. <box>435 58 533 74</box>
daniel-bank: Bank of New Zealand Buildings, <box>306 789 393 797</box>
big-line: THESE SPECIAL BARGAINS INCLUDE— LADIES' TAILORED COSTUMES. COLOURED SATIN SKIRTS. CREAM DELAINE BLOUSES. READY TO WEAR HATS. CHILDREN'S VELVET HATS. LACES, NECKWEAR, HOSIERY. TWEEDS, SERGES, TOWELS, AND DAMASKS. <box>20 1362 262 1396</box>
turco-continued: produced by the Customs of Tripoli and Cyrenaica. 5. Full purchase of the property of the Ottoman Government in these two ex-vilayets. 6 Reestablishment by Turkey of the status quo before the war, in all that concerns postal arrangements, Customs dues, and Italian schools, and at the same time a promise on the part of the Italian Government to abolish Italian post offices in the Turkish Empire when other Powers possessing similar offices in Turkey shall have suppressed theirs. The Italian Government also proposes to substitute for the present privilege agreements with Turkey a regime of International Law, so soon as the other Great Powers adopt the same conditions. Italy also demands that Turkey should settle the claims of Italian citizens in the Empire which were existing before war was declared. She would consent that such claims should be submitted either to The Hague Tribunal or to a mixed Court. 7. Italy would not be averse to taking such measures as would lead to an agreement of the Great Powers to ensure effectiously the integrity of the Turkish Empire. The article concludes with a declaration of the irrevocable determination of Italy to preserve, as the basis of all conditions of peace, her inviolable right to the sovereignty of Tripoli and Cyrenaica. <box>555 34 685 263</box>
